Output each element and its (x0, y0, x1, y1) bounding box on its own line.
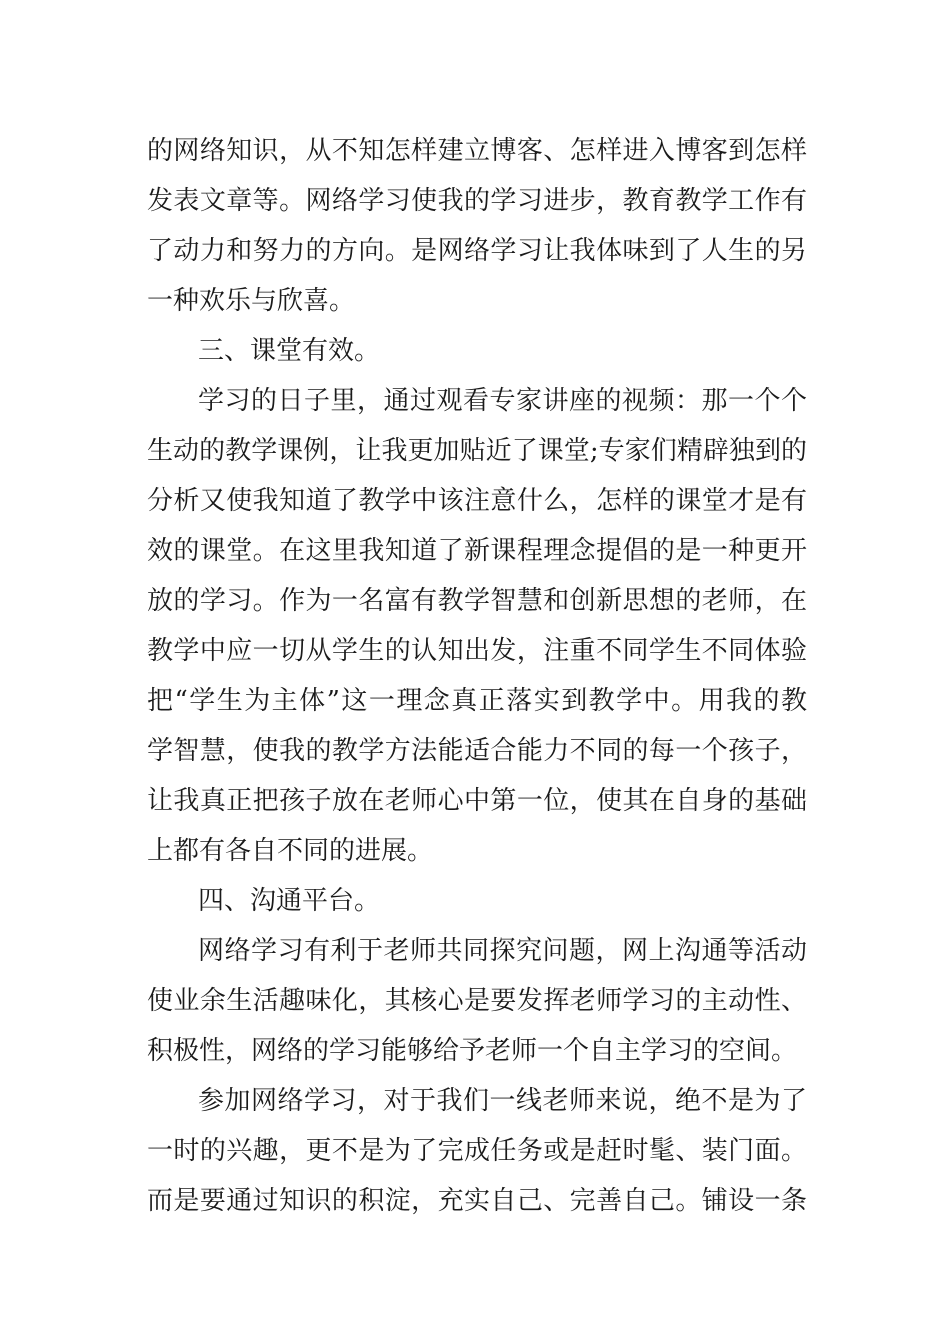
text-line: 了动力和努力的方向。是网络学习让我体味到了人生的另 (147, 236, 807, 266)
section-heading: 四、沟通平台。 (198, 886, 381, 916)
text-line: 效的课堂。在这里我知道了新课程理念提倡的是一种更开 (147, 536, 807, 566)
text-line: 放的学习。作为一名富有教学智慧和创新思想的老师，在 (147, 586, 807, 616)
text-line: 一时的兴趣，更不是为了完成任务或是赶时髦、装门面。 (147, 1136, 807, 1166)
text-line: 学习的日子里，通过观看专家讲座的视频：那一个个 (198, 386, 807, 416)
text-line: 参加网络学习，对于我们一线老师来说，绝不是为了 (198, 1086, 807, 1116)
text-line: 使业余生活趣味化，其核心是要发挥老师学习的主动性、 (147, 986, 807, 1016)
text-line: 让我真正把孩子放在老师心中第一位，使其在自身的基础 (147, 786, 807, 816)
text-line: 网络学习有利于老师共同探究问题，网上沟通等活动 (198, 936, 807, 966)
text-line: 的网络知识，从不知怎样建立博客、怎样进入博客到怎样 (147, 136, 807, 166)
text-line: 上都有各自不同的进展。 (147, 836, 434, 866)
text-line: 教学中应一切从学生的认知出发，注重不同学生不同体验 (147, 636, 807, 666)
text-line: 而是要通过知识的积淀，充实自己、完善自己。铺设一条 (147, 1186, 807, 1216)
section-heading: 三、课堂有效。 (198, 336, 381, 366)
text-line: 生动的教学课例，让我更加贴近了课堂;专家们精辟独到的 (147, 436, 807, 466)
text-line: 把“学生为主体”这一理念真正落实到教学中。用我的教 (147, 686, 807, 716)
text-line: 发表文章等。网络学习使我的学习进步，教育教学工作有 (147, 186, 807, 216)
text-line: 积极性，网络的学习能够给予老师一个自主学习的空间。 (147, 1036, 798, 1066)
text-line: 学智慧，使我的教学方法能适合能力不同的每一个孩子， (147, 736, 807, 766)
text-line: 分析又使我知道了教学中该注意什么，怎样的课堂才是有 (147, 486, 807, 516)
text-line: 一种欢乐与欣喜。 (147, 286, 356, 316)
